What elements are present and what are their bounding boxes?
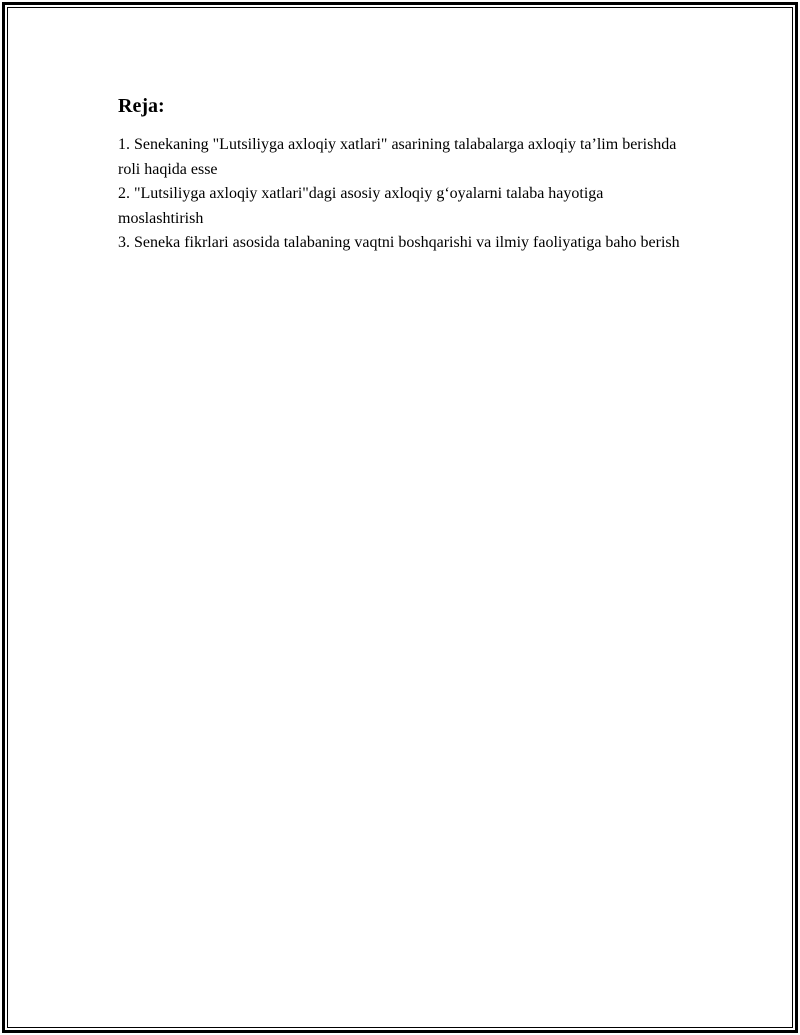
plan-list bbox=[118, 133, 688, 256]
plan-item-3: 3. Seneka fikrlari asosida talabaning vaqtni boshqarishi va ilmiy faoliyatiga baho berish bbox=[118, 234, 680, 251]
plan-item-1: 1. Senekaning "Lutsiliyga axloqiy xatlari" asarining talabalarga axloqiy ta’lim berishda roli haqida esse bbox=[118, 136, 677, 178]
plan-heading: Reja: bbox=[118, 95, 165, 117]
document-body bbox=[118, 93, 688, 256]
plan-item-2: 2. "Lutsiliyga axloqiy xatlari"dagi asosiy axloqiy g‘oyalarni talaba hayotiga moslashtirish bbox=[118, 185, 604, 227]
